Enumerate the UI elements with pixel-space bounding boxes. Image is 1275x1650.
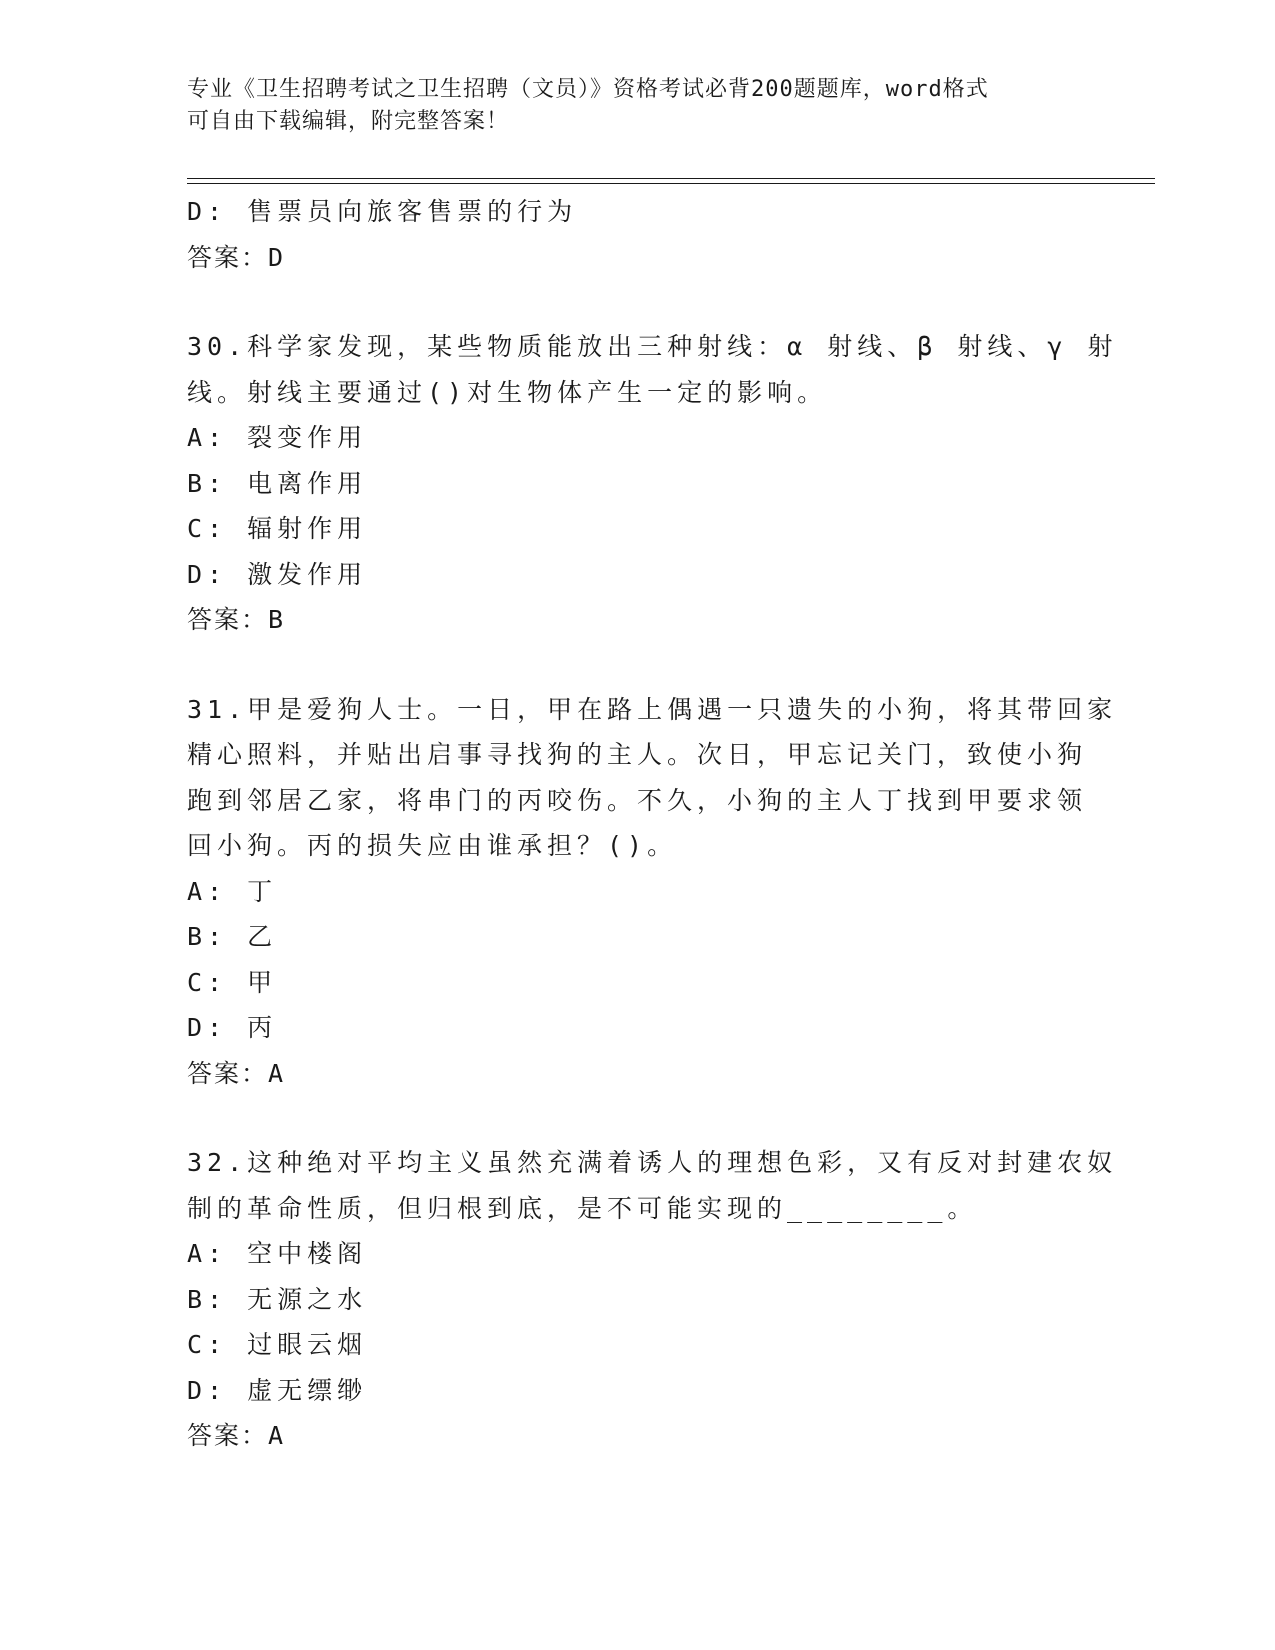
option-a: A: 空中楼阁 [187, 1239, 368, 1268]
option-a: A: 丁 [187, 876, 278, 906]
question-32 [187, 1140, 1118, 1459]
header-title-line-1: 专业《卫生招聘考试之卫生招聘（文员）》资格考试必背200题题库，word格式 [187, 77, 989, 102]
option-d: D: 激发作用 [187, 559, 368, 589]
question-text-line-2: 制的革命性质，但归根到底，是不可能实现的________。 [187, 1193, 978, 1223]
spacer [187, 1096, 1077, 1140]
question-text-line-1: 31.甲是爱狗人士。一日，甲在路上偶遇一只遗失的小狗，将其带回家 [187, 694, 1118, 724]
option-c: C: 甲 [187, 967, 278, 997]
option-d: D: 售票员向旅客售票的行为 [187, 197, 578, 226]
spacer [187, 280, 1077, 324]
option-a: A: 裂变作用 [187, 423, 368, 452]
answer: 答案：A [187, 1421, 286, 1450]
answer: 答案：D [187, 242, 286, 272]
option-d: D: 虚无缥缈 [187, 1375, 368, 1405]
spacer [187, 643, 1077, 687]
question-31 [187, 687, 1118, 1097]
document-header [187, 74, 1067, 138]
document-body [187, 189, 1118, 1459]
question-text-line-2: 线。射线主要通过()对生物体产生一定的影响。 [187, 377, 828, 407]
question-30 [187, 324, 1118, 643]
option-c: C: 辐射作用 [187, 514, 368, 543]
question-text-line-3: 跑到邻居乙家，将串门的丙咬伤。不久，小狗的主人丁找到甲要求领 [187, 785, 1088, 815]
question-text-line-2: 精心照料，并贴出启事寻找狗的主人。次日，甲忘记关门，致使小狗 [187, 740, 1088, 769]
header-title-line-2: 可自由下载编辑，附完整答案！ [187, 109, 510, 134]
header-rule-top [187, 178, 1155, 179]
previous-question-tail [187, 189, 1077, 280]
header-rule-bottom [187, 183, 1155, 184]
answer: 答案：B [187, 605, 286, 634]
answer: 答案：A [187, 1058, 286, 1088]
question-text-line-1: 30.科学家发现，某些物质能放出三种射线：α 射线、β 射线、γ 射 [187, 332, 1118, 361]
question-text-line-1: 32.这种绝对平均主义虽然充满着诱人的理想色彩，又有反对封建农奴 [187, 1148, 1118, 1177]
option-d: D: 丙 [187, 1013, 278, 1042]
option-c: C: 过眼云烟 [187, 1330, 368, 1359]
option-b: B: 无源之水 [187, 1284, 368, 1314]
option-b: B: 电离作用 [187, 468, 368, 498]
option-b: B: 乙 [187, 922, 278, 951]
question-text-line-4: 回小狗。丙的损失应由谁承担？()。 [187, 831, 678, 860]
